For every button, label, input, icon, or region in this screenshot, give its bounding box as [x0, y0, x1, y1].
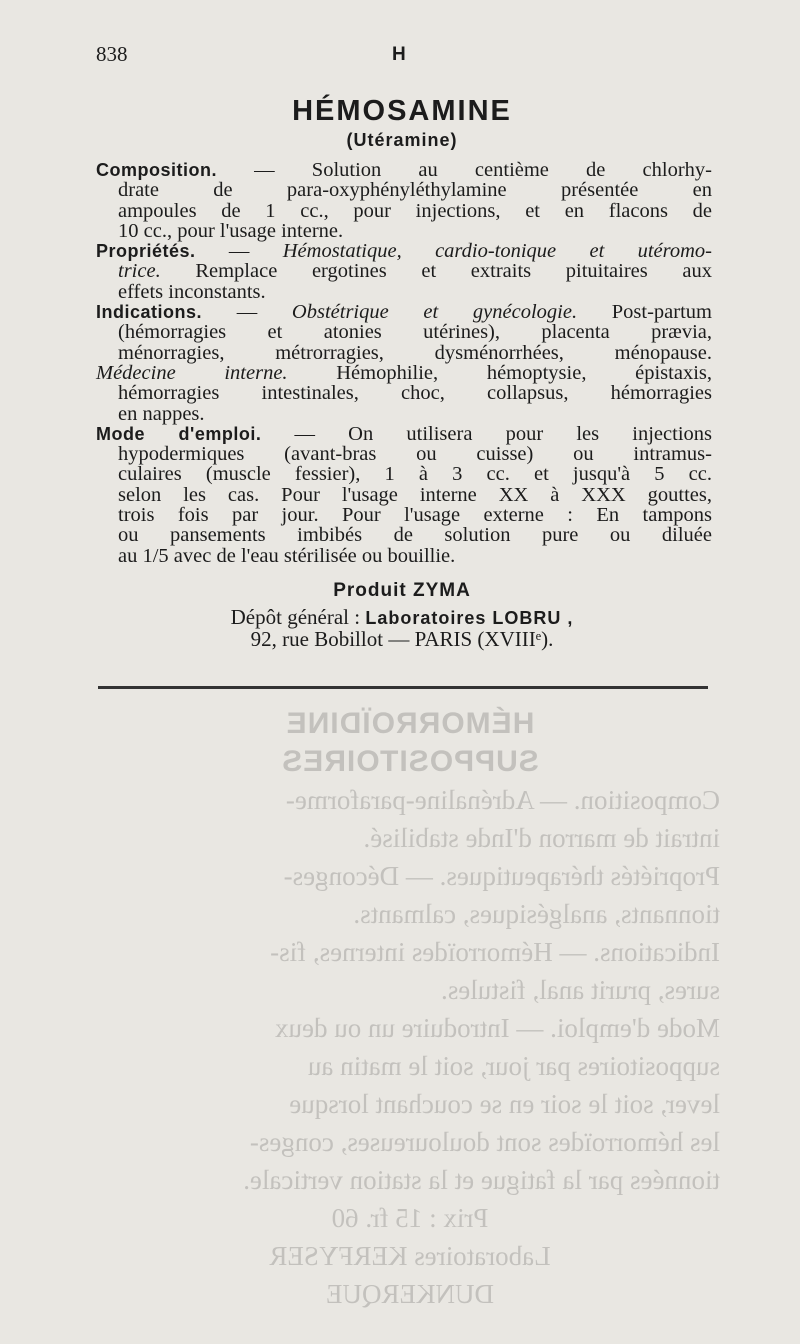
mode-emploi-text: culaires (muscle fessier), 1 à 3 cc. et jusqu'à 5 cc.	[118, 463, 712, 486]
entry-body	[96, 160, 712, 566]
mode-emploi-text: ou pansements imbibés de solution pure ou diluée	[118, 524, 712, 547]
medecine-interne-label: Médecine interne.	[96, 361, 288, 384]
composition-text: ampoules de 1 cc., pour injections, et en flacons de	[118, 199, 712, 222]
proprietes-text: Remplace ergotines et extraits pituitaires aux	[160, 260, 712, 283]
dash: —	[202, 301, 292, 324]
dash: —	[195, 240, 283, 263]
mode-emploi-text: selon les cas. Pour l'usage interne XX à XXX gouttes,	[118, 483, 712, 506]
indications-label: Indications.	[96, 302, 203, 323]
bleed-title: HÉMORROÏDINE	[285, 707, 535, 740]
medecine-interne-text: en nappes.	[118, 402, 205, 425]
indications-italic: Obstétrique et gynécologie.	[291, 301, 578, 324]
mode-emploi-text: trois fois par jour. Pour l'usage externe : En tampons	[118, 504, 712, 527]
bleed-line: lever, soit le soir en se couchant lorsque	[289, 1089, 720, 1119]
bleed-line: Mode d'emploi. — Introduire un ou deux	[274, 1013, 720, 1043]
bleed-subtitle: SUPPOSITOIRES	[281, 745, 539, 778]
proprietes-label: Propriétés.	[96, 241, 196, 262]
bleed-line: tionnants, analgésiques, calmants.	[353, 899, 720, 929]
medecine-interne-text: hémorragies intestinales, choc, collapsus, hémorragies	[118, 382, 712, 405]
mode-emploi-text: — On utilisera pour les injections	[261, 422, 712, 445]
indications-text: Post-partum	[577, 301, 712, 324]
bleed-line: les hémorroïdes sont douloureuses, conges-	[249, 1127, 720, 1157]
depot-laboratory: Laboratoires LOBRU ,	[365, 608, 574, 628]
bleed-line: Laboratoires KERFYSER	[269, 1241, 551, 1271]
depot-prefix: Dépôt général :	[230, 605, 366, 629]
page-number: 838	[96, 42, 128, 66]
bleed-line: tionnées par la fatigue et la station verticale.	[243, 1165, 720, 1195]
indications-section	[96, 302, 712, 424]
proprietes-italic: Hémostatique, cardio-tonique et utéromo-	[282, 240, 713, 263]
medecine-interne-text: Hémophilie, hémoptysie, épistaxis,	[287, 361, 712, 384]
bleed-line: Propriétés thérapeutiques. — Déconges-	[283, 861, 720, 891]
proprietes-section	[96, 241, 712, 302]
entry-title: HÉMOSAMINE	[292, 95, 512, 127]
mode-emploi-label: Mode d'emploi.	[96, 423, 262, 444]
bleed-through-text	[100, 705, 720, 1313]
depot-address: 92, rue Bobillot — PARIS (XVIIIᵉ).	[250, 627, 554, 651]
mode-emploi-text: au 1/5 avec de l'eau stérilisée ou bouillie.	[118, 544, 456, 567]
composition-text: 10 cc., pour l'usage interne.	[118, 219, 344, 242]
proprietes-text: effets inconstants.	[118, 280, 266, 303]
bleed-line: Prix : 15 fr. 60	[331, 1203, 489, 1233]
composition-text: drate de para-oxyphényléthylamine présentée en	[118, 179, 712, 202]
bleed-line: intrait de marron d'Inde stabilisé.	[363, 823, 720, 853]
bleed-line: Indications. — Hémorroïdes internes, fis-	[270, 937, 720, 967]
bleed-line: suppositoires par jour, soit le matin au	[307, 1051, 720, 1081]
indications-text: ménorragies, métrorragies, dysménorrhées, ménopause.	[118, 341, 712, 364]
composition-text: — Solution au centième de chlorhy-	[217, 159, 712, 181]
bleed-line: Composition. — Adrénaline-paraforme-	[285, 785, 720, 815]
running-header	[96, 42, 708, 72]
bleed-line: DUNKERQUE	[326, 1279, 494, 1309]
bleed-line: sures, prurit anal, fistules.	[441, 975, 720, 1005]
entry-subtitle: (Utéramine)	[346, 130, 458, 150]
product-name: Produit ZYMA	[333, 580, 471, 601]
indications-text: (hémorragies et atonies utérines), placenta prævia,	[118, 321, 712, 344]
composition-section	[96, 160, 712, 241]
mode-emploi-text: hypodermiques (avant-bras ou cuisse) ou intramus-	[118, 443, 712, 466]
section-letter: H	[392, 44, 406, 65]
section-divider	[98, 686, 708, 689]
mode-emploi-section	[96, 424, 712, 566]
proprietes-italic-cont: trice.	[118, 260, 161, 283]
composition-label: Composition.	[96, 160, 217, 180]
